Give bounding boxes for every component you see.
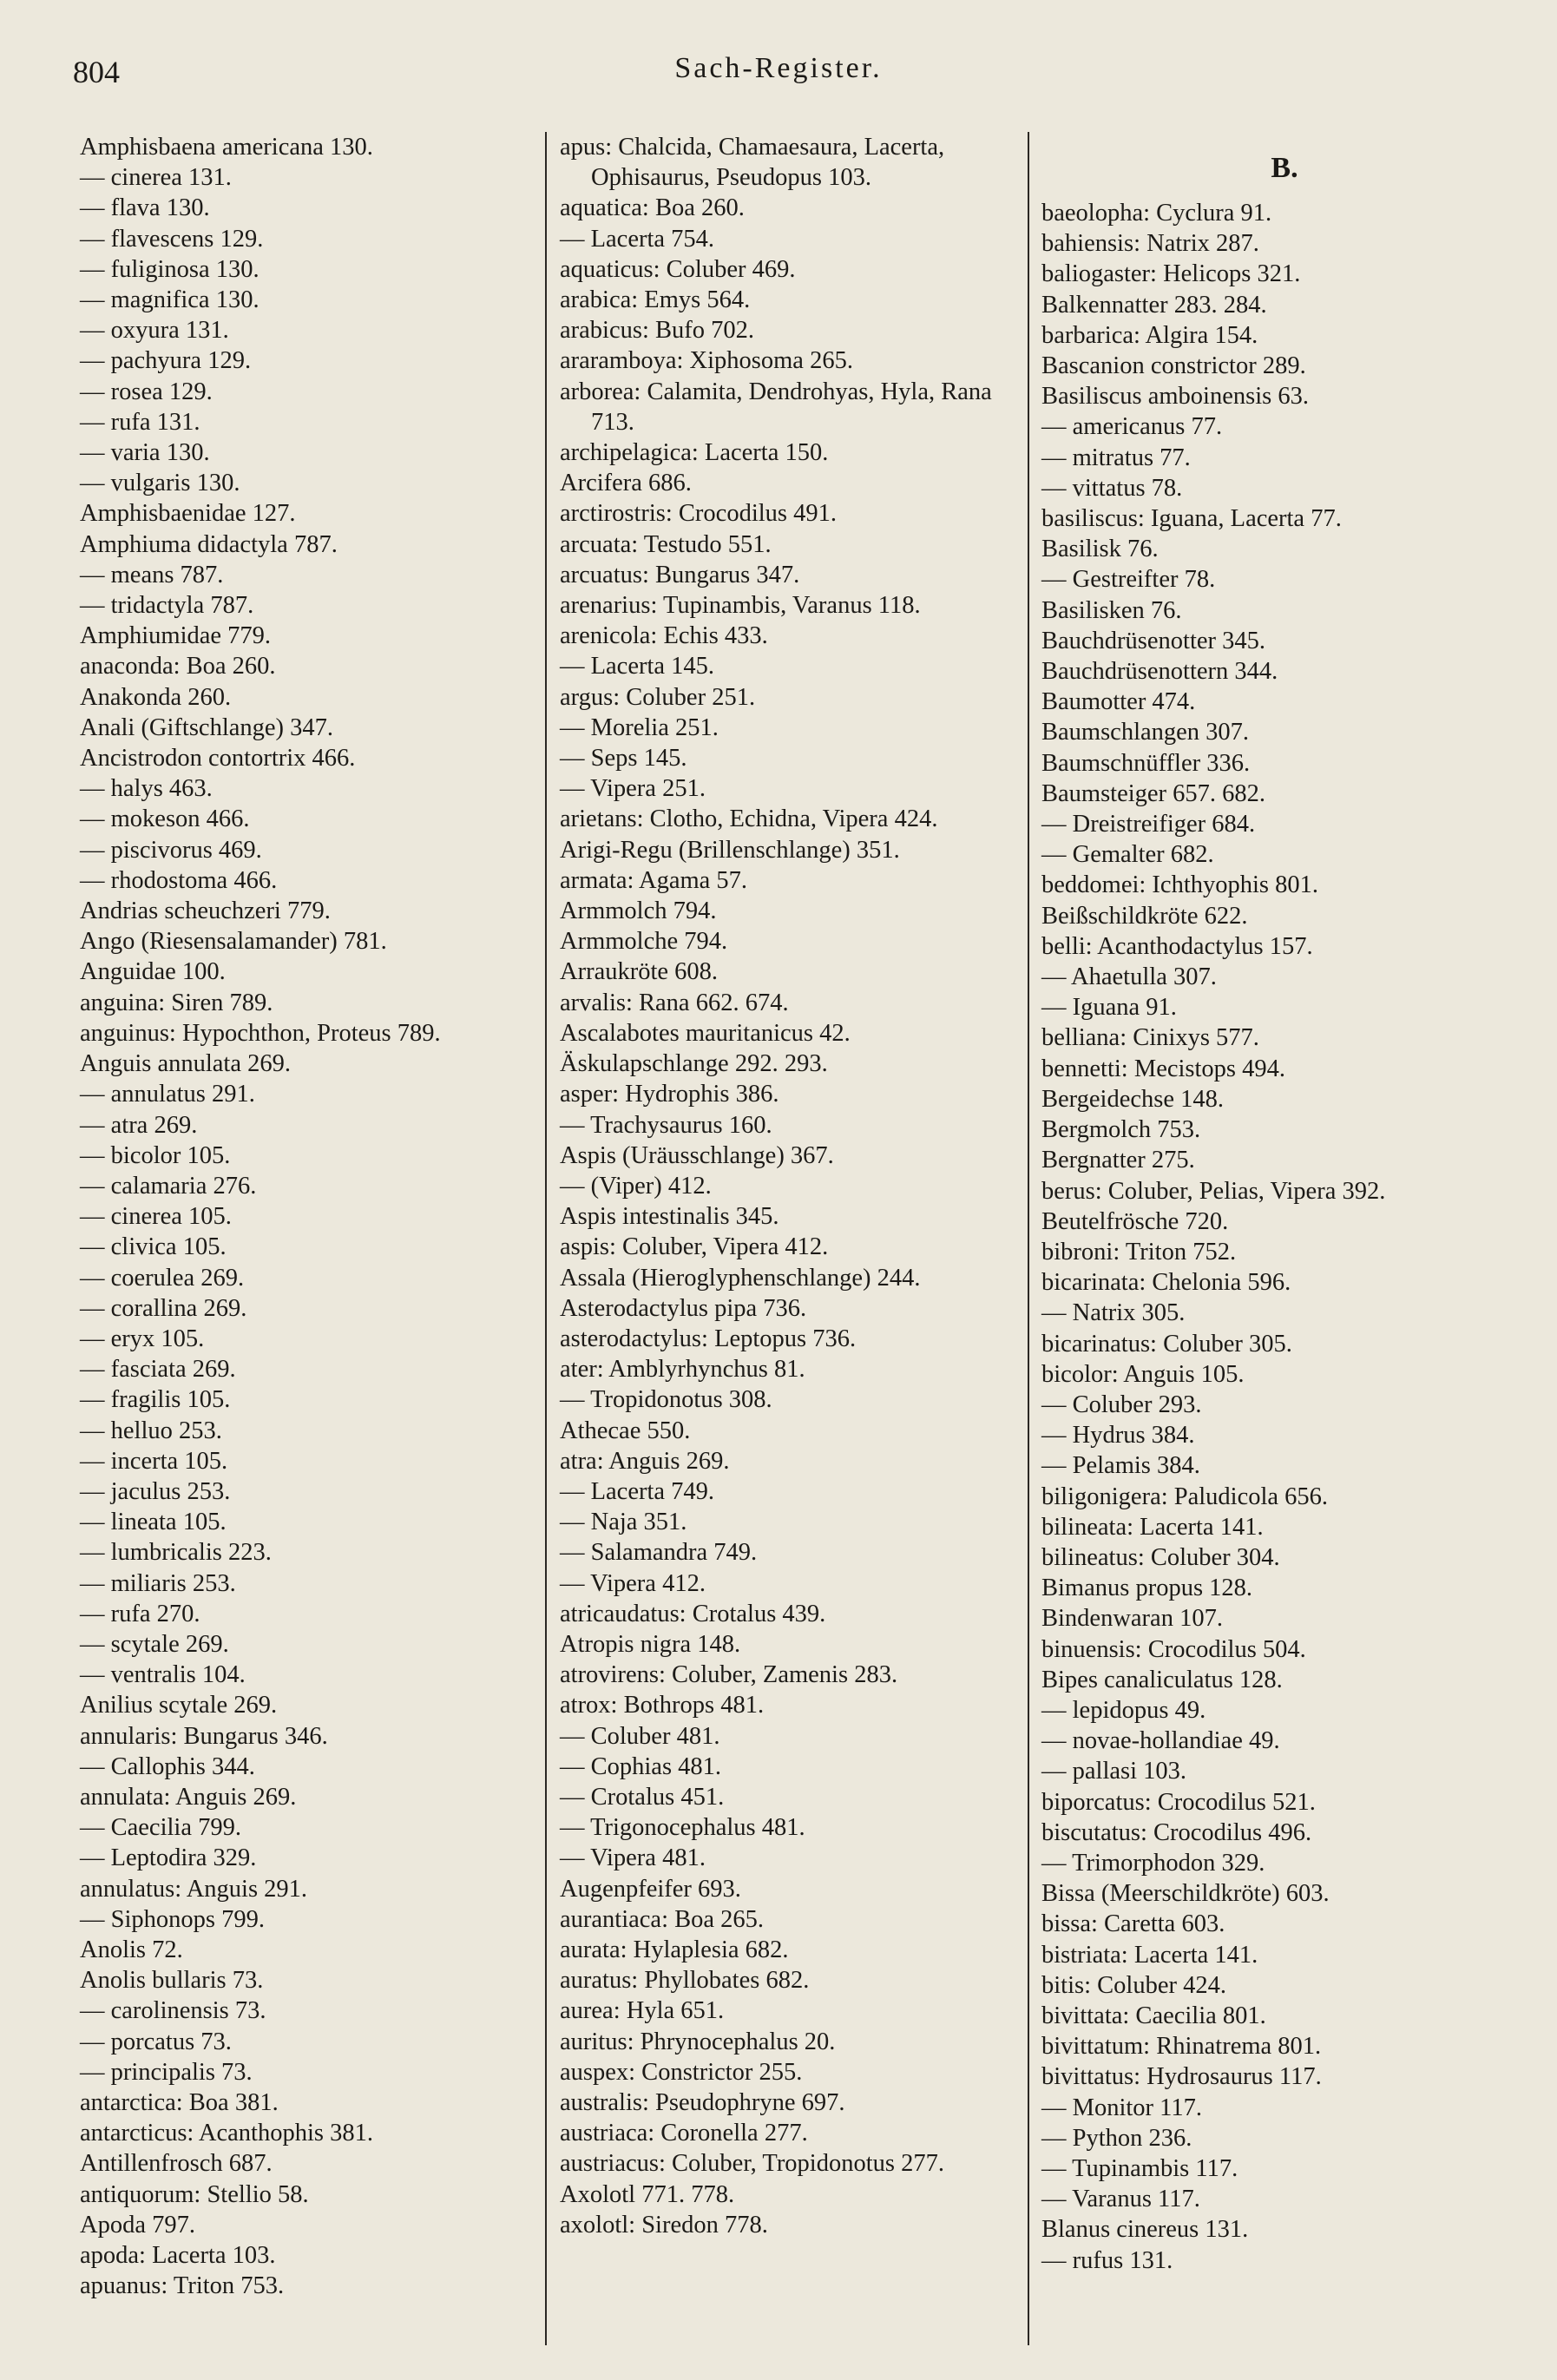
index-entry: arabica: Emys 564. xyxy=(560,286,751,314)
index-entry: Augenpfeifer 693. xyxy=(560,1875,741,1903)
index-entry: Blanus cinereus 131. xyxy=(1041,2216,1249,2244)
index-entry: — rufa 131. xyxy=(80,408,200,436)
index-entry: antiquorum: Stellio 58. xyxy=(80,2180,309,2208)
index-entry: — Salamandra 749. xyxy=(560,1539,758,1567)
index-entry: berus: Coluber, Pelias, Vipera 392. xyxy=(1041,1177,1386,1205)
index-entry: araramboya: Xiphosoma 265. xyxy=(560,347,853,375)
index-entry: — Gestreifter 78. xyxy=(1041,566,1216,594)
index-entry: auritus: Phrynocephalus 20. xyxy=(560,2028,836,2055)
index-entry: Beutelfrösche 720. xyxy=(1041,1207,1229,1235)
index-entry: Ascalabotes mauritanicus 42. xyxy=(560,1019,851,1047)
index-entry: bissa: Caretta 603. xyxy=(1041,1910,1225,1938)
index-entry: belliana: Cinixys 577. xyxy=(1041,1024,1259,1052)
index-entry: biligonigera: Paludicola 656. xyxy=(1041,1483,1329,1510)
index-entry: — Trimorphodon 329. xyxy=(1041,1849,1265,1877)
index-entry: antarcticus: Acanthophis 381. xyxy=(80,2120,373,2147)
index-entry: bennetti: Mecistops 494. xyxy=(1041,1055,1286,1082)
index-entry: — varia 130. xyxy=(80,439,210,467)
index-entry: — Monitor 117. xyxy=(1041,2094,1202,2121)
index-entry: austriaca: Coronella 277. xyxy=(560,2120,808,2147)
index-entry: Antillenfrosch 687. xyxy=(80,2150,273,2178)
index-entry: Bergmolch 753. xyxy=(1041,1116,1201,1144)
index-entry: bicarinata: Chelonia 596. xyxy=(1041,1269,1291,1297)
index-entry: Bimanus propus 128. xyxy=(1041,1575,1253,1602)
index-entry: — lineata 105. xyxy=(80,1509,227,1536)
index-entry: bivittata: Caecilia 801. xyxy=(1041,2002,1266,2029)
index-entry: Aspis (Uräusschlange) 367. xyxy=(560,1141,834,1169)
index-entry: — coerulea 269. xyxy=(80,1264,245,1292)
index-entry: beddomei: Ichthyophis 801. xyxy=(1041,871,1318,899)
index-entry: Ango (Riesensalamander) 781. xyxy=(80,928,387,956)
index-entry: arcuata: Testudo 551. xyxy=(560,530,772,558)
index-entry: bitis: Coluber 424. xyxy=(1041,1971,1226,1999)
index-entry: — vulgaris 130. xyxy=(80,470,240,497)
index-entry: — mitratus 77. xyxy=(1041,444,1191,471)
index-entry: — rosea 129. xyxy=(80,378,213,405)
index-entry: — cinerea 131. xyxy=(80,164,232,192)
index-entry: Baumotter 474. xyxy=(1041,688,1196,716)
index-entry: — Trachysaurus 160. xyxy=(560,1111,772,1139)
index-entry: Basiliscus amboinensis 63. xyxy=(1041,383,1309,411)
index-entry: arietans: Clotho, Echidna, Vipera 424. xyxy=(560,805,938,833)
index-entry: bahiensis: Natrix 287. xyxy=(1041,230,1259,258)
index-entry: anaconda: Boa 260. xyxy=(80,653,276,680)
index-entry: Axolotl 771. 778. xyxy=(560,2180,735,2208)
index-entry: Bindenwaran 107. xyxy=(1041,1605,1223,1633)
index-entry: Arraukröte 608. xyxy=(560,958,719,986)
index-entry: — rhodostoma 466. xyxy=(80,866,278,894)
index-entry: — incerta 105. xyxy=(80,1447,228,1475)
index-entry: — fuliginosa 130. xyxy=(80,255,260,283)
index-entry: Armmolch 794. xyxy=(560,897,717,925)
index-entry: anguinus: Hypochthon, Proteus 789. xyxy=(80,1019,441,1047)
index-entry: aurea: Hyla 651. xyxy=(560,1997,725,2025)
index-entry: Anolis 72. xyxy=(80,1936,183,1963)
index-entry: — Natrix 305. xyxy=(1041,1299,1186,1327)
index-entry: — flava 130. xyxy=(80,194,210,222)
index-entry: bibroni: Triton 752. xyxy=(1041,1238,1237,1266)
index-entry: — eryx 105. xyxy=(80,1325,205,1352)
index-entry: Bipes canaliculatus 128. xyxy=(1041,1666,1283,1693)
index-entry: aurata: Hylaplesia 682. xyxy=(560,1936,789,1963)
index-entry: basiliscus: Iguana, Lacerta 77. xyxy=(1041,505,1342,533)
index-entry: apus: Chalcida, Chamaesaura, Lacerta, Ophisaurus, Pseudopus 103. xyxy=(560,134,945,192)
index-entry: — novae-hollandiae 49. xyxy=(1041,1727,1280,1755)
index-column-3 xyxy=(1041,132,1527,2276)
index-entry: atrovirens: Coluber, Zamenis 283. xyxy=(560,1661,898,1689)
index-entry: — piscivorus 469. xyxy=(80,836,262,864)
index-entry: arctirostris: Crocodilus 491. xyxy=(560,500,837,528)
index-entry: Amphiuma didactyla 787. xyxy=(80,530,338,558)
index-entry: apuanus: Triton 753. xyxy=(80,2272,285,2300)
index-entry: asterodactylus: Leptopus 736. xyxy=(560,1325,857,1352)
index-entry: — Python 236. xyxy=(1041,2124,1192,2152)
index-entry: Äskulapschlange 292. 293. xyxy=(560,1050,828,1078)
index-entry: arborea: Calamita, Dendrohyas, Hyla, Rana 713. xyxy=(560,378,992,436)
index-entry: — corallina 269. xyxy=(80,1294,247,1322)
index-entry: Armmolche 794. xyxy=(560,928,728,956)
index-entry: atra: Anguis 269. xyxy=(560,1447,730,1475)
index-entry: — pallasi 103. xyxy=(1041,1758,1187,1785)
index-entry: ater: Amblyrhynchus 81. xyxy=(560,1356,805,1384)
index-entry: — Trigonocephalus 481. xyxy=(560,1814,805,1842)
index-entry: Baumsteiger 657. 682. xyxy=(1041,779,1266,807)
index-column-2 xyxy=(560,132,1028,2240)
index-entry: Beißschildkröte 622. xyxy=(1041,902,1248,930)
index-entry: Basilisken 76. xyxy=(1041,596,1182,624)
index-entry: — Vipera 251. xyxy=(560,775,706,803)
index-entry: — means 787. xyxy=(80,561,224,588)
index-entry: arenicola: Echis 433. xyxy=(560,622,768,650)
index-entry: — jaculus 253. xyxy=(80,1477,231,1505)
index-entry: — Coluber 293. xyxy=(1041,1391,1202,1418)
index-entry: Anguis annulata 269. xyxy=(80,1050,292,1078)
index-entry: Amphiumidae 779. xyxy=(80,622,272,650)
index-entry: — Gemalter 682. xyxy=(1041,841,1214,869)
index-entry: Anakonda 260. xyxy=(80,683,232,711)
index-entry: bicolor: Anguis 105. xyxy=(1041,1360,1245,1388)
index-entry: australis: Pseudophryne 697. xyxy=(560,2089,845,2116)
index-entry: armata: Agama 57. xyxy=(560,866,748,894)
index-entry: — Vipera 412. xyxy=(560,1569,706,1597)
index-entry: Anilius scytale 269. xyxy=(80,1692,278,1719)
index-entry: — Varanus 117. xyxy=(1041,2186,1200,2213)
index-entry: — Coluber 481. xyxy=(560,1722,720,1750)
index-entry: austriacus: Coluber, Tropidonotus 277. xyxy=(560,2150,944,2178)
index-entry: arabicus: Bufo 702. xyxy=(560,317,754,345)
index-entry: — bicolor 105. xyxy=(80,1141,231,1169)
index-entry: — Pelamis 384. xyxy=(1041,1452,1200,1480)
index-entry: — (Viper) 412. xyxy=(560,1172,712,1200)
index-entry: arenarius: Tupinambis, Varanus 118. xyxy=(560,592,921,620)
index-entry: bistriata: Lacerta 141. xyxy=(1041,1941,1258,1969)
index-entry: arcuatus: Bungarus 347. xyxy=(560,561,800,588)
index-entry: Arcifera 686. xyxy=(560,470,692,497)
index-entry: Bergnatter 275. xyxy=(1041,1147,1195,1174)
index-entry: binuensis: Crocodilus 504. xyxy=(1041,1635,1306,1663)
index-entry: — Ahaetulla 307. xyxy=(1041,963,1217,991)
index-entry: — Siphonops 799. xyxy=(80,1905,265,1933)
index-entry: Bissa (Meerschildkröte) 603. xyxy=(1041,1880,1330,1908)
index-entry: anguina: Siren 789. xyxy=(80,989,273,1016)
index-entry: Andrias scheuchzeri 779. xyxy=(80,897,331,925)
index-entry: — Cophias 481. xyxy=(560,1752,722,1780)
index-entry: arvalis: Rana 662. 674. xyxy=(560,989,789,1016)
index-entry: — miliaris 253. xyxy=(80,1569,236,1597)
index-entry: — Vipera 481. xyxy=(560,1844,706,1872)
index-entry: axolotl: Siredon 778. xyxy=(560,2211,768,2239)
index-entry: bivittatum: Rhinatrema 801. xyxy=(1041,2033,1322,2061)
index-entry: Atropis nigra 148. xyxy=(560,1630,741,1658)
index-entry: bicarinatus: Coluber 305. xyxy=(1041,1330,1292,1358)
index-entry: — vittatus 78. xyxy=(1041,474,1183,502)
index-entry: Aspis intestinalis 345. xyxy=(560,1203,779,1231)
index-entry: — Morelia 251. xyxy=(560,713,719,741)
index-entry: — tridactyla 787. xyxy=(80,592,254,620)
index-entry: — porcatus 73. xyxy=(80,2028,232,2055)
index-entry: — clivica 105. xyxy=(80,1233,227,1261)
index-entry: — lepidopus 49. xyxy=(1041,1696,1206,1724)
index-entry: argus: Coluber 251. xyxy=(560,683,756,711)
index-entry: — Callophis 344. xyxy=(80,1752,255,1780)
index-entry: belli: Acanthodactylus 157. xyxy=(1041,932,1313,960)
index-entry: Bascanion constrictor 289. xyxy=(1041,352,1306,380)
index-entry: Asterodactylus pipa 736. xyxy=(560,1294,807,1322)
index-entry: annulatus: Anguis 291. xyxy=(80,1875,308,1903)
page-number: 804 xyxy=(73,55,120,89)
index-entry: Bauchdrüsenottern 344. xyxy=(1041,658,1278,686)
index-entry: — halys 463. xyxy=(80,775,213,803)
index-entry: Athecae 550. xyxy=(560,1417,691,1444)
index-entry: — Lacerta 749. xyxy=(560,1477,715,1505)
index-entry: barbarica: Algira 154. xyxy=(1041,321,1258,349)
index-entry: — mokeson 466. xyxy=(80,805,250,833)
index-entry: annulata: Anguis 269. xyxy=(80,1783,297,1811)
index-entry: — lumbricalis 223. xyxy=(80,1539,272,1567)
section-letter-heading: B. xyxy=(1271,152,1298,184)
index-entry: Anguidae 100. xyxy=(80,958,226,986)
index-entry: asper: Hydrophis 386. xyxy=(560,1081,779,1108)
index-entry: — carolinensis 73. xyxy=(80,1997,266,2025)
index-entry: Anolis bullaris 73. xyxy=(80,1967,264,1995)
index-entry: bilineatus: Coluber 304. xyxy=(1041,1543,1280,1571)
index-entry: — ventralis 104. xyxy=(80,1661,246,1689)
index-entry: — cinerea 105. xyxy=(80,1203,232,1231)
index-entry: — Seps 145. xyxy=(560,745,687,773)
index-entry: — Naja 351. xyxy=(560,1509,687,1536)
index-entry: — Lacerta 145. xyxy=(560,653,715,680)
index-entry: — helluo 253. xyxy=(80,1417,222,1444)
index-entry: aspis: Coluber, Vipera 412. xyxy=(560,1233,829,1261)
index-entry: — americanus 77. xyxy=(1041,413,1223,441)
index-entry: atrox: Bothrops 481. xyxy=(560,1692,765,1719)
index-entry: — Tropidonotus 308. xyxy=(560,1386,772,1414)
index-entry: atricaudatus: Crotalus 439. xyxy=(560,1600,826,1627)
index-entry: bivittatus: Hydrosaurus 117. xyxy=(1041,2063,1322,2091)
index-entry: — atra 269. xyxy=(80,1111,198,1139)
index-entry: — rufa 270. xyxy=(80,1600,200,1627)
index-entry: Bergeidechse 148. xyxy=(1041,1085,1224,1113)
index-entry: Ancistrodon contortrix 466. xyxy=(80,745,356,773)
index-entry: — annulatus 291. xyxy=(80,1081,255,1108)
index-entry: — Iguana 91. xyxy=(1041,994,1177,1022)
index-entry: — scytale 269. xyxy=(80,1630,229,1658)
running-title: Sach-Register. xyxy=(674,52,883,84)
index-entry: — Leptodira 329. xyxy=(80,1844,257,1872)
index-entry: — calamaria 276. xyxy=(80,1172,257,1200)
index-entry: — Crotalus 451. xyxy=(560,1783,725,1811)
index-entry: biporcatus: Crocodilus 521. xyxy=(1041,1788,1316,1816)
index-entry: baliogaster: Helicops 321. xyxy=(1041,260,1301,288)
index-entry: baeolopha: Cyclura 91. xyxy=(1041,200,1272,227)
index-entry: apoda: Lacerta 103. xyxy=(80,2242,276,2270)
index-entry: Amphisbaena americana 130. xyxy=(80,134,373,161)
index-entry: — flavescens 129. xyxy=(80,225,264,253)
index-entry: Bauchdrüsenotter 345. xyxy=(1041,627,1266,654)
index-entry: — Hydrus 384. xyxy=(1041,1422,1195,1450)
index-entry: auratus: Phyllobates 682. xyxy=(560,1967,810,1995)
index-entry: Arigi-Regu (Brillenschlange) 351. xyxy=(560,836,900,864)
index-entry: annularis: Bungarus 346. xyxy=(80,1722,328,1750)
index-entry: — pachyura 129. xyxy=(80,347,252,375)
index-entry: Basilisk 76. xyxy=(1041,536,1159,563)
index-entry: — Caecilia 799. xyxy=(80,1814,241,1842)
index-entry: — fasciata 269. xyxy=(80,1356,236,1384)
index-entry: Assala (Hieroglyphenschlange) 244. xyxy=(560,1264,921,1292)
index-entry: aquatica: Boa 260. xyxy=(560,194,745,222)
index-entry: Apoda 797. xyxy=(80,2211,195,2239)
index-entry: — fragilis 105. xyxy=(80,1386,231,1414)
index-entry: aurantiaca: Boa 265. xyxy=(560,1905,765,1933)
index-entry: Amphisbaenidae 127. xyxy=(80,500,296,528)
index-entry: — principalis 73. xyxy=(80,2058,253,2086)
index-entry: biscutatus: Crocodilus 496. xyxy=(1041,1818,1312,1846)
index-entry: Anali (Giftschlange) 347. xyxy=(80,713,334,741)
index-entry: — Lacerta 754. xyxy=(560,225,715,253)
index-entry: aquaticus: Coluber 469. xyxy=(560,255,796,283)
index-entry: bilineata: Lacerta 141. xyxy=(1041,1513,1264,1541)
index-entry: archipelagica: Lacerta 150. xyxy=(560,439,829,467)
index-entry: — Tupinambis 117. xyxy=(1041,2155,1238,2182)
index-entry: auspex: Constrictor 255. xyxy=(560,2058,803,2086)
index-entry: antarctica: Boa 381. xyxy=(80,2089,279,2116)
index-entry: — Dreistreifiger 684. xyxy=(1041,811,1256,838)
index-entry: — oxyura 131. xyxy=(80,317,229,345)
index-entry: Balkennatter 283. 284. xyxy=(1041,291,1267,319)
index-entry: Baumschnüffler 336. xyxy=(1041,749,1251,777)
index-entry: Baumschlangen 307. xyxy=(1041,719,1250,746)
index-column-1 xyxy=(80,132,549,2301)
index-entry: — magnifica 130. xyxy=(80,286,260,314)
index-entry: — rufus 131. xyxy=(1041,2246,1173,2274)
